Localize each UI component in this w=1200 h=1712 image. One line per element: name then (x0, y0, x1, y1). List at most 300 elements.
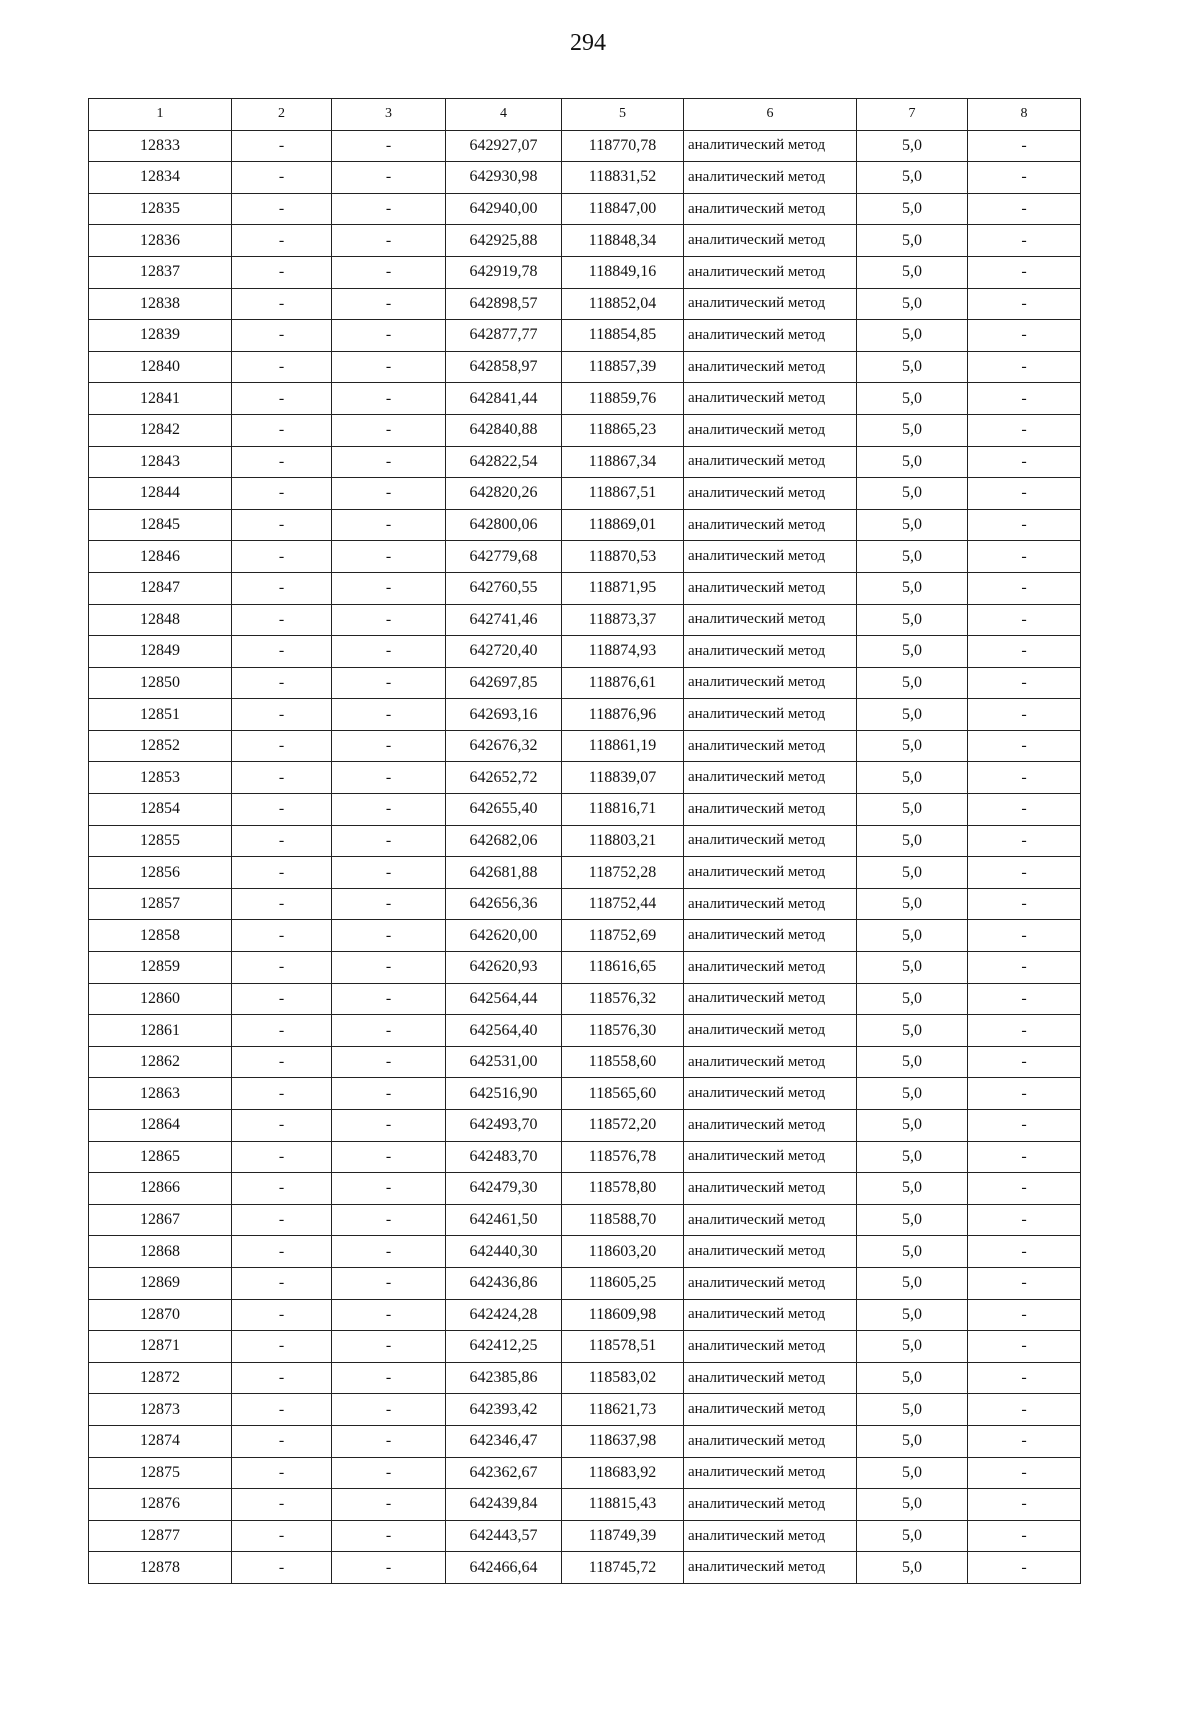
y-coordinate-cell: 118859,76 (562, 383, 684, 415)
table-row (89, 1425, 1081, 1457)
x-coordinate-cell: 642393,42 (446, 1394, 562, 1426)
table-row (89, 1457, 1081, 1489)
col3-value-cell: - (332, 1425, 446, 1457)
col8-value-cell: - (968, 1046, 1081, 1078)
col3-value-cell: - (332, 1173, 446, 1205)
table-row (89, 225, 1081, 257)
y-coordinate-cell: 118749,39 (562, 1520, 684, 1552)
col3-value-cell: - (332, 888, 446, 920)
y-coordinate-cell: 118852,04 (562, 288, 684, 320)
col2-value-cell: - (232, 1425, 332, 1457)
accuracy-value-cell: 5,0 (857, 920, 968, 952)
y-coordinate-cell: 118572,20 (562, 1110, 684, 1142)
accuracy-value-cell: 5,0 (857, 1204, 968, 1236)
accuracy-value-cell: 5,0 (857, 1141, 968, 1173)
col2-value-cell: - (232, 162, 332, 194)
point-number-cell: 12836 (89, 225, 232, 257)
method-cell: аналитический метод (684, 1204, 857, 1236)
x-coordinate-cell: 642898,57 (446, 288, 562, 320)
col3-value-cell: - (332, 1457, 446, 1489)
point-number-cell: 12875 (89, 1457, 232, 1489)
table-row (89, 762, 1081, 794)
col2-value-cell: - (232, 1078, 332, 1110)
point-number-cell: 12853 (89, 762, 232, 794)
col3-value-cell: - (332, 193, 446, 225)
col8-value-cell: - (968, 256, 1081, 288)
col2-value-cell: - (232, 256, 332, 288)
col3-value-cell: - (332, 952, 446, 984)
column-header: 3 (332, 99, 446, 131)
y-coordinate-cell: 118565,60 (562, 1078, 684, 1110)
y-coordinate-cell: 118803,21 (562, 825, 684, 857)
table-row (89, 1520, 1081, 1552)
col3-value-cell: - (332, 762, 446, 794)
col8-value-cell: - (968, 888, 1081, 920)
method-cell: аналитический метод (684, 1015, 857, 1047)
point-number-cell: 12860 (89, 983, 232, 1015)
table-row (89, 983, 1081, 1015)
point-number-cell: 12861 (89, 1015, 232, 1047)
point-number-cell: 12854 (89, 794, 232, 826)
accuracy-value-cell: 5,0 (857, 541, 968, 573)
y-coordinate-cell: 118578,51 (562, 1331, 684, 1363)
col2-value-cell: - (232, 952, 332, 984)
point-number-cell: 12867 (89, 1204, 232, 1236)
table-row (89, 1236, 1081, 1268)
col3-value-cell: - (332, 130, 446, 162)
x-coordinate-cell: 642531,00 (446, 1046, 562, 1078)
table-row (89, 699, 1081, 731)
col2-value-cell: - (232, 541, 332, 573)
method-cell: аналитический метод (684, 1046, 857, 1078)
table-row (89, 1489, 1081, 1521)
table-body (89, 130, 1081, 1583)
y-coordinate-cell: 118576,32 (562, 983, 684, 1015)
col3-value-cell: - (332, 478, 446, 510)
point-number-cell: 12857 (89, 888, 232, 920)
col8-value-cell: - (968, 162, 1081, 194)
col3-value-cell: - (332, 604, 446, 636)
column-header: 8 (968, 99, 1081, 131)
method-cell: аналитический метод (684, 1141, 857, 1173)
point-number-cell: 12858 (89, 920, 232, 952)
col2-value-cell: - (232, 1141, 332, 1173)
table-row (89, 162, 1081, 194)
header-row (89, 99, 1081, 131)
y-coordinate-cell: 118752,69 (562, 920, 684, 952)
y-coordinate-cell: 118752,44 (562, 888, 684, 920)
col3-value-cell: - (332, 1046, 446, 1078)
table-row (89, 478, 1081, 510)
accuracy-value-cell: 5,0 (857, 762, 968, 794)
col8-value-cell: - (968, 1362, 1081, 1394)
x-coordinate-cell: 642841,44 (446, 383, 562, 415)
y-coordinate-cell: 118683,92 (562, 1457, 684, 1489)
point-number-cell: 12876 (89, 1489, 232, 1521)
y-coordinate-cell: 118849,16 (562, 256, 684, 288)
col2-value-cell: - (232, 1173, 332, 1205)
y-coordinate-cell: 118583,02 (562, 1362, 684, 1394)
accuracy-value-cell: 5,0 (857, 857, 968, 889)
method-cell: аналитический метод (684, 636, 857, 668)
col2-value-cell: - (232, 1394, 332, 1426)
point-number-cell: 12834 (89, 162, 232, 194)
col3-value-cell: - (332, 699, 446, 731)
accuracy-value-cell: 5,0 (857, 414, 968, 446)
col8-value-cell: - (968, 320, 1081, 352)
point-number-cell: 12848 (89, 604, 232, 636)
method-cell: аналитический метод (684, 288, 857, 320)
col3-value-cell: - (332, 825, 446, 857)
accuracy-value-cell: 5,0 (857, 1078, 968, 1110)
point-number-cell: 12868 (89, 1236, 232, 1268)
method-cell: аналитический метод (684, 857, 857, 889)
method-cell: аналитический метод (684, 1425, 857, 1457)
table-row (89, 1552, 1081, 1584)
col2-value-cell: - (232, 857, 332, 889)
col8-value-cell: - (968, 667, 1081, 699)
x-coordinate-cell: 642461,50 (446, 1204, 562, 1236)
y-coordinate-cell: 118605,25 (562, 1267, 684, 1299)
x-coordinate-cell: 642877,77 (446, 320, 562, 352)
y-coordinate-cell: 118854,85 (562, 320, 684, 352)
point-number-cell: 12850 (89, 667, 232, 699)
accuracy-value-cell: 5,0 (857, 825, 968, 857)
accuracy-value-cell: 5,0 (857, 1267, 968, 1299)
x-coordinate-cell: 642820,26 (446, 478, 562, 510)
method-cell: аналитический метод (684, 1457, 857, 1489)
col2-value-cell: - (232, 478, 332, 510)
method-cell: аналитический метод (684, 383, 857, 415)
x-coordinate-cell: 642676,32 (446, 730, 562, 762)
accuracy-value-cell: 5,0 (857, 730, 968, 762)
table-row (89, 288, 1081, 320)
y-coordinate-cell: 118870,53 (562, 541, 684, 573)
point-number-cell: 12838 (89, 288, 232, 320)
col2-value-cell: - (232, 1046, 332, 1078)
col8-value-cell: - (968, 1489, 1081, 1521)
accuracy-value-cell: 5,0 (857, 699, 968, 731)
col3-value-cell: - (332, 1110, 446, 1142)
table-row (89, 1267, 1081, 1299)
point-number-cell: 12841 (89, 383, 232, 415)
point-number-cell: 12870 (89, 1299, 232, 1331)
col2-value-cell: - (232, 130, 332, 162)
point-number-cell: 12846 (89, 541, 232, 573)
method-cell: аналитический метод (684, 1394, 857, 1426)
x-coordinate-cell: 642693,16 (446, 699, 562, 731)
y-coordinate-cell: 118847,00 (562, 193, 684, 225)
col3-value-cell: - (332, 414, 446, 446)
accuracy-value-cell: 5,0 (857, 667, 968, 699)
table-row (89, 541, 1081, 573)
method-cell: аналитический метод (684, 888, 857, 920)
method-cell: аналитический метод (684, 320, 857, 352)
point-number-cell: 12856 (89, 857, 232, 889)
accuracy-value-cell: 5,0 (857, 1457, 968, 1489)
accuracy-value-cell: 5,0 (857, 288, 968, 320)
col2-value-cell: - (232, 1204, 332, 1236)
col2-value-cell: - (232, 414, 332, 446)
y-coordinate-cell: 118558,60 (562, 1046, 684, 1078)
x-coordinate-cell: 642800,06 (446, 509, 562, 541)
col8-value-cell: - (968, 130, 1081, 162)
x-coordinate-cell: 642483,70 (446, 1141, 562, 1173)
col8-value-cell: - (968, 952, 1081, 984)
point-number-cell: 12849 (89, 636, 232, 668)
accuracy-value-cell: 5,0 (857, 478, 968, 510)
table-row (89, 351, 1081, 383)
method-cell: аналитический метод (684, 572, 857, 604)
col3-value-cell: - (332, 1331, 446, 1363)
point-number-cell: 12865 (89, 1141, 232, 1173)
method-cell: аналитический метод (684, 509, 857, 541)
point-number-cell: 12844 (89, 478, 232, 510)
y-coordinate-cell: 118869,01 (562, 509, 684, 541)
point-number-cell: 12877 (89, 1520, 232, 1552)
accuracy-value-cell: 5,0 (857, 1299, 968, 1331)
col3-value-cell: - (332, 1267, 446, 1299)
y-coordinate-cell: 118871,95 (562, 572, 684, 604)
col2-value-cell: - (232, 730, 332, 762)
point-number-cell: 12864 (89, 1110, 232, 1142)
y-coordinate-cell: 118576,30 (562, 1015, 684, 1047)
x-coordinate-cell: 642940,00 (446, 193, 562, 225)
col2-value-cell: - (232, 1520, 332, 1552)
accuracy-value-cell: 5,0 (857, 604, 968, 636)
col2-value-cell: - (232, 1552, 332, 1584)
x-coordinate-cell: 642346,47 (446, 1425, 562, 1457)
method-cell: аналитический метод (684, 256, 857, 288)
col8-value-cell: - (968, 762, 1081, 794)
column-header: 7 (857, 99, 968, 131)
y-coordinate-cell: 118603,20 (562, 1236, 684, 1268)
col2-value-cell: - (232, 1236, 332, 1268)
col8-value-cell: - (968, 730, 1081, 762)
x-coordinate-cell: 642385,86 (446, 1362, 562, 1394)
x-coordinate-cell: 642720,40 (446, 636, 562, 668)
column-header: 1 (89, 99, 232, 131)
table-row (89, 572, 1081, 604)
accuracy-value-cell: 5,0 (857, 1425, 968, 1457)
method-cell: аналитический метод (684, 952, 857, 984)
point-number-cell: 12869 (89, 1267, 232, 1299)
accuracy-value-cell: 5,0 (857, 1173, 968, 1205)
y-coordinate-cell: 118816,71 (562, 794, 684, 826)
x-coordinate-cell: 642779,68 (446, 541, 562, 573)
col3-value-cell: - (332, 636, 446, 668)
accuracy-value-cell: 5,0 (857, 888, 968, 920)
accuracy-value-cell: 5,0 (857, 446, 968, 478)
col8-value-cell: - (968, 288, 1081, 320)
accuracy-value-cell: 5,0 (857, 162, 968, 194)
accuracy-value-cell: 5,0 (857, 1331, 968, 1363)
col2-value-cell: - (232, 1110, 332, 1142)
col8-value-cell: - (968, 1520, 1081, 1552)
col2-value-cell: - (232, 888, 332, 920)
col8-value-cell: - (968, 983, 1081, 1015)
point-number-cell: 12855 (89, 825, 232, 857)
accuracy-value-cell: 5,0 (857, 225, 968, 257)
y-coordinate-cell: 118865,23 (562, 414, 684, 446)
col8-value-cell: - (968, 509, 1081, 541)
col2-value-cell: - (232, 383, 332, 415)
col3-value-cell: - (332, 1394, 446, 1426)
y-coordinate-cell: 118831,52 (562, 162, 684, 194)
x-coordinate-cell: 642479,30 (446, 1173, 562, 1205)
col8-value-cell: - (968, 1141, 1081, 1173)
col3-value-cell: - (332, 667, 446, 699)
method-cell: аналитический метод (684, 920, 857, 952)
col3-value-cell: - (332, 572, 446, 604)
method-cell: аналитический метод (684, 1236, 857, 1268)
col3-value-cell: - (332, 857, 446, 889)
y-coordinate-cell: 118637,98 (562, 1425, 684, 1457)
col8-value-cell: - (968, 383, 1081, 415)
col2-value-cell: - (232, 288, 332, 320)
col3-value-cell: - (332, 1078, 446, 1110)
point-number-cell: 12866 (89, 1173, 232, 1205)
x-coordinate-cell: 642466,64 (446, 1552, 562, 1584)
table-row (89, 256, 1081, 288)
method-cell: аналитический метод (684, 351, 857, 383)
x-coordinate-cell: 642681,88 (446, 857, 562, 889)
col2-value-cell: - (232, 604, 332, 636)
col8-value-cell: - (968, 572, 1081, 604)
table-row (89, 130, 1081, 162)
col3-value-cell: - (332, 351, 446, 383)
table-row (89, 636, 1081, 668)
x-coordinate-cell: 642930,98 (446, 162, 562, 194)
table-row (89, 794, 1081, 826)
x-coordinate-cell: 642440,30 (446, 1236, 562, 1268)
col3-value-cell: - (332, 920, 446, 952)
accuracy-value-cell: 5,0 (857, 351, 968, 383)
x-coordinate-cell: 642516,90 (446, 1078, 562, 1110)
point-number-cell: 12852 (89, 730, 232, 762)
col8-value-cell: - (968, 636, 1081, 668)
col8-value-cell: - (968, 351, 1081, 383)
col3-value-cell: - (332, 1520, 446, 1552)
col8-value-cell: - (968, 1015, 1081, 1047)
method-cell: аналитический метод (684, 604, 857, 636)
col8-value-cell: - (968, 604, 1081, 636)
method-cell: аналитический метод (684, 825, 857, 857)
accuracy-value-cell: 5,0 (857, 1110, 968, 1142)
col2-value-cell: - (232, 193, 332, 225)
method-cell: аналитический метод (684, 699, 857, 731)
y-coordinate-cell: 118867,51 (562, 478, 684, 510)
method-cell: аналитический метод (684, 1078, 857, 1110)
y-coordinate-cell: 118839,07 (562, 762, 684, 794)
method-cell: аналитический метод (684, 1173, 857, 1205)
col2-value-cell: - (232, 1331, 332, 1363)
col8-value-cell: - (968, 1457, 1081, 1489)
y-coordinate-cell: 118621,73 (562, 1394, 684, 1426)
method-cell: аналитический метод (684, 414, 857, 446)
point-number-cell: 12878 (89, 1552, 232, 1584)
col3-value-cell: - (332, 256, 446, 288)
col8-value-cell: - (968, 920, 1081, 952)
y-coordinate-cell: 118867,34 (562, 446, 684, 478)
accuracy-value-cell: 5,0 (857, 320, 968, 352)
point-number-cell: 12874 (89, 1425, 232, 1457)
col2-value-cell: - (232, 699, 332, 731)
y-coordinate-cell: 118576,78 (562, 1141, 684, 1173)
x-coordinate-cell: 642564,44 (446, 983, 562, 1015)
col3-value-cell: - (332, 983, 446, 1015)
x-coordinate-cell: 642697,85 (446, 667, 562, 699)
x-coordinate-cell: 642656,36 (446, 888, 562, 920)
col8-value-cell: - (968, 857, 1081, 889)
y-coordinate-cell: 118873,37 (562, 604, 684, 636)
y-coordinate-cell: 118857,39 (562, 351, 684, 383)
col3-value-cell: - (332, 320, 446, 352)
method-cell: аналитический метод (684, 1489, 857, 1521)
table-row (89, 1394, 1081, 1426)
x-coordinate-cell: 642424,28 (446, 1299, 562, 1331)
x-coordinate-cell: 642439,84 (446, 1489, 562, 1521)
accuracy-value-cell: 5,0 (857, 193, 968, 225)
col3-value-cell: - (332, 383, 446, 415)
col3-value-cell: - (332, 1489, 446, 1521)
accuracy-value-cell: 5,0 (857, 1362, 968, 1394)
point-number-cell: 12859 (89, 952, 232, 984)
table-row (89, 825, 1081, 857)
column-header: 6 (684, 99, 857, 131)
method-cell: аналитический метод (684, 667, 857, 699)
x-coordinate-cell: 642919,78 (446, 256, 562, 288)
col8-value-cell: - (968, 1110, 1081, 1142)
x-coordinate-cell: 642741,46 (446, 604, 562, 636)
accuracy-value-cell: 5,0 (857, 1520, 968, 1552)
col3-value-cell: - (332, 1141, 446, 1173)
point-number-cell: 12847 (89, 572, 232, 604)
point-number-cell: 12842 (89, 414, 232, 446)
col3-value-cell: - (332, 1015, 446, 1047)
x-coordinate-cell: 642436,86 (446, 1267, 562, 1299)
y-coordinate-cell: 118588,70 (562, 1204, 684, 1236)
coordinates-table (88, 98, 1081, 1584)
col2-value-cell: - (232, 1299, 332, 1331)
accuracy-value-cell: 5,0 (857, 1552, 968, 1584)
point-number-cell: 12863 (89, 1078, 232, 1110)
col2-value-cell: - (232, 794, 332, 826)
table-row (89, 1204, 1081, 1236)
point-number-cell: 12833 (89, 130, 232, 162)
y-coordinate-cell: 118752,28 (562, 857, 684, 889)
method-cell: аналитический метод (684, 478, 857, 510)
col3-value-cell: - (332, 794, 446, 826)
point-number-cell: 12843 (89, 446, 232, 478)
col8-value-cell: - (968, 193, 1081, 225)
table-row (89, 193, 1081, 225)
col8-value-cell: - (968, 1173, 1081, 1205)
accuracy-value-cell: 5,0 (857, 952, 968, 984)
table-row (89, 1015, 1081, 1047)
accuracy-value-cell: 5,0 (857, 983, 968, 1015)
column-header: 5 (562, 99, 684, 131)
col8-value-cell: - (968, 1331, 1081, 1363)
col3-value-cell: - (332, 1204, 446, 1236)
x-coordinate-cell: 642620,93 (446, 952, 562, 984)
col8-value-cell: - (968, 1394, 1081, 1426)
x-coordinate-cell: 642655,40 (446, 794, 562, 826)
point-number-cell: 12845 (89, 509, 232, 541)
col2-value-cell: - (232, 920, 332, 952)
y-coordinate-cell: 118745,72 (562, 1552, 684, 1584)
col8-value-cell: - (968, 1267, 1081, 1299)
